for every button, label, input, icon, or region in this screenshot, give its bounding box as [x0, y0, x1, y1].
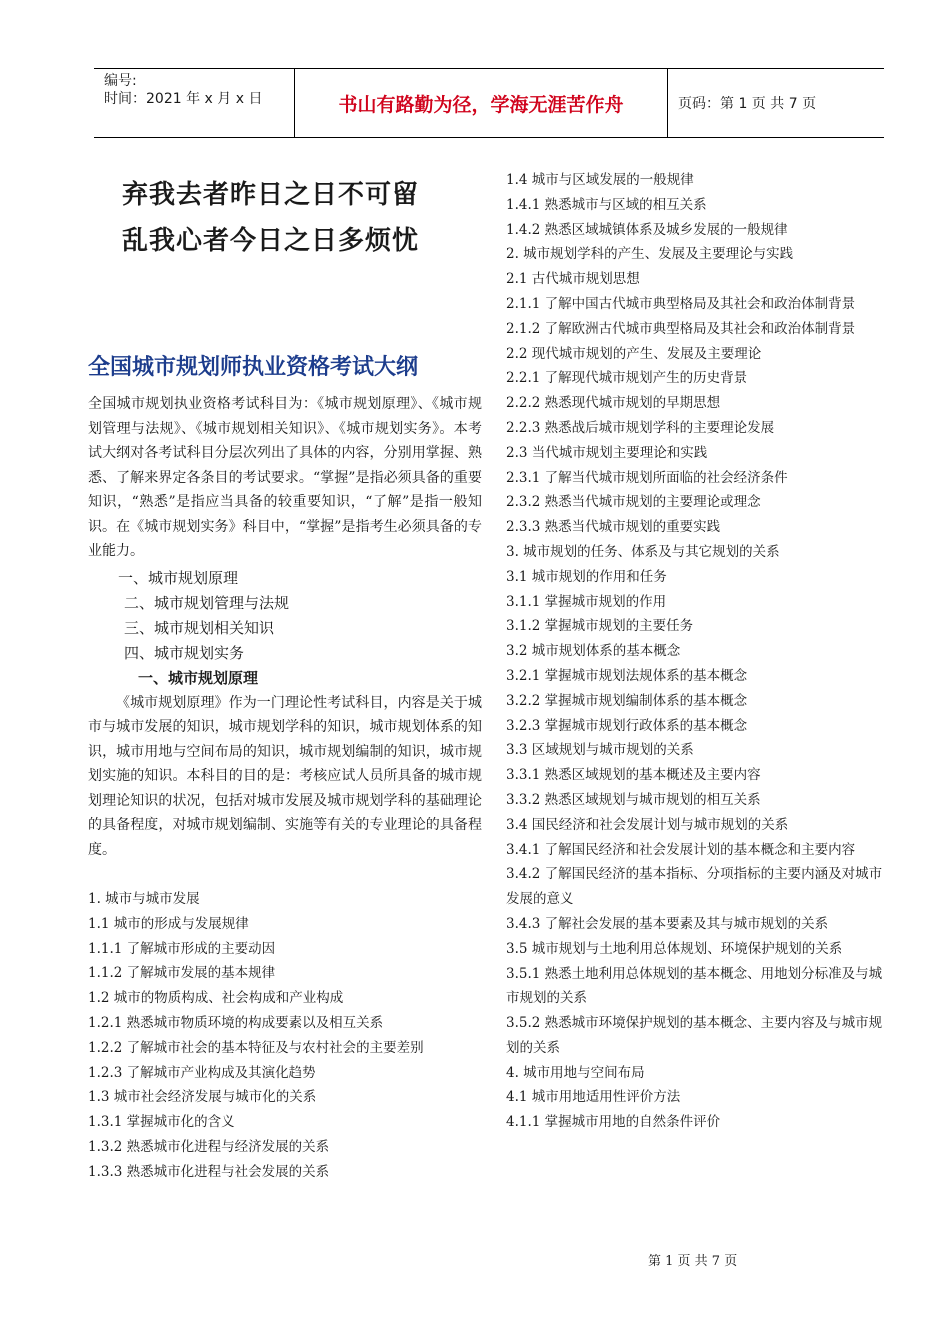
intro-paragraph: 全国城市规划执业资格考试科目为：《城市规划原理》、《城市规划管理与法规》、《城市规划相关知识》、《城市规划实务》。本考试大纲对各考试科目分层次列出了具体的内容，分别用掌握、熟悉、了解来界定各条目的考试要求。“掌握”是指必须具备的重要知识，“熟悉”是指应当具备的较重要知识，“了解”是指一般知识。在《城市规划实务》科目中，“掌握”是指考生必须具备的专业能力。	[88, 396, 482, 559]
outline-item: 1.4.2 熟悉区域城镇体系及城乡发展的一般规律	[506, 221, 788, 238]
outline-item: 1.1.2 了解城市发展的基本规律	[88, 965, 276, 982]
outline-item: 2.1.2 了解欧洲古代城市典型格局及其社会和政治体制背景	[506, 320, 856, 337]
subject-item: 三、城市规划相关知识	[124, 618, 275, 637]
outline-item: 1.3.3 熟悉城市化进程与社会发展的关系	[88, 1163, 330, 1180]
outline-item: 3.4.3 了解社会发展的基本要素及其与城市规划的关系	[506, 915, 829, 932]
outline-item: 1.2.1 熟悉城市物质环境的构成要素以及相互关系	[88, 1014, 384, 1031]
outline-item: 3. 城市规划的任务、体系及与其它规划的关系	[506, 543, 780, 560]
outline-item: 3.3.1 熟悉区域规划的基本概述及主要内容	[506, 767, 761, 784]
outline-item: 4.1.1 掌握城市用地的自然条件评价	[506, 1114, 721, 1131]
outline-item: 1.1 城市的形成与发展规律	[88, 915, 249, 932]
outline-item: 3.3 区域规划与城市规划的关系	[506, 742, 694, 759]
header-table	[94, 68, 884, 138]
outline-item: 3.5 城市规划与土地利用总体规划、环境保护规划的关系	[506, 940, 843, 957]
document-title: 全国城市规划师执业资格考试大纲	[88, 355, 419, 380]
outline-item: 1.2.2 了解城市社会的基本特征及与农村社会的主要差别	[88, 1039, 424, 1056]
outline-item: 1.1.1 了解城市形成的主要动因	[88, 940, 276, 957]
outline-item: 3.4.1 了解国民经济和社会发展计划的基本概念和主要内容	[506, 841, 856, 858]
left-column	[88, 392, 482, 1185]
outline-item: 3.1.1 掌握城市规划的作用	[506, 593, 667, 610]
outline-item: 2.1 古代城市规划思想	[506, 271, 640, 288]
outline-item: 1.3.2 熟悉城市化进程与经济发展的关系	[88, 1138, 330, 1155]
outline-item: 3.2.2 掌握城市规划编制体系的基本概念	[506, 692, 748, 709]
outline-item: 1.3 城市社会经济发展与城市化的关系	[88, 1089, 317, 1106]
spacer	[88, 862, 482, 887]
section-heading: 一、城市规划原理	[138, 668, 259, 687]
outline-item: 3.5.2 熟悉城市环境保护规划的基本概念、主要内容及与城市规划的关系	[506, 1015, 883, 1056]
outline-item: 3.3.2 熟悉区域规划与城市规划的相互关系	[506, 791, 761, 808]
outline-item: 3.2.1 掌握城市规划法规体系的基本概念	[506, 667, 748, 684]
outline-item: 1.3.1 掌握城市化的含义	[88, 1114, 235, 1131]
subject-item: 一、城市规划原理	[118, 568, 239, 587]
subject-item: 四、城市规划实务	[124, 643, 245, 662]
outline-right	[506, 168, 890, 1135]
outline-item: 2.2.3 熟悉战后城市规划学科的主要理论发展	[506, 419, 775, 436]
outline-item: 2.3.2 熟悉当代城市规划的主要理论或理念	[506, 494, 761, 511]
outline-item: 4. 城市用地与空间布局	[506, 1064, 645, 1081]
subject-list	[88, 566, 482, 666]
outline-item: 3.4.2 了解国民经济的基本指标、分项指标的主要内涵及对城市发展的意义	[506, 866, 883, 908]
outline-item: 4.1 城市用地适用性评价方法	[506, 1089, 681, 1106]
outline-item: 2.1.1 了解中国古代城市典型格局及其社会和政治体制背景	[506, 295, 856, 312]
outline-item: 3.1.2 掌握城市规划的主要任务	[506, 618, 694, 635]
outline-item: 1.2 城市的物质构成、社会构成和产业构成	[88, 990, 344, 1007]
poem-line-2: 乱我心者今日之日多烦忧	[122, 226, 420, 256]
outline-item: 2.3.3 熟悉当代城市规划的重要实践	[506, 519, 721, 536]
poem	[122, 172, 419, 264]
poem-line-1: 弃我去者昨日之日不可留	[122, 180, 420, 210]
outline-item: 2.2 现代城市规划的产生、发展及主要理论	[506, 345, 762, 362]
outline-item: 2.2.1 了解现代城市规划产生的历史背景	[506, 370, 748, 387]
outline-item: 3.5.1 熟悉土地利用总体规划的基本概念、用地划分标准及与城市规划的关系	[506, 965, 883, 1007]
outline-item: 1.2.3 了解城市产业构成及其演化趋势	[88, 1064, 316, 1081]
outline-item: 1.4.1 熟悉城市与区域的相互关系	[506, 196, 707, 213]
right-column	[506, 168, 890, 1135]
outline-item: 1. 城市与城市发展	[88, 891, 200, 907]
outline-left	[88, 887, 482, 1185]
outline-item: 3.2.3 掌握城市规划行政体系的基本概念	[506, 717, 748, 734]
header-meta	[94, 69, 295, 137]
time-label: 时间：2021 年 x 月 x 日	[104, 91, 263, 107]
page-footer: 第 1 页 共 7 页	[648, 1254, 738, 1269]
section-intro: 《城市规划原理》作为一门理论性考试科目，内容是关于城市与城市发展的知识，城市规划学科的知识，城市规划体系的知识，城市用地与空间布局的知识，城市规划编制的知识，城市规划实施的知识。本科目的目的是：考核应试人员所具备的城市规划理论知识的状况，包括对城市发展及城市规划学科的基础理论的具备程度，对城市规划编制、实施等有关的专业理论的具备程度。	[88, 694, 482, 858]
outline-item: 2.3 当代城市规划主要理论和实践	[506, 444, 708, 461]
subject-item: 二、城市规划管理与法规	[124, 593, 290, 612]
outline-item: 3.1 城市规划的作用和任务	[506, 568, 667, 585]
header-motto: 书山有路勤为径，学海无涯苦作舟	[295, 69, 668, 137]
outline-item: 2.2.2 熟悉现代城市规划的早期思想	[506, 395, 721, 412]
outline-item: 3.2 城市规划体系的基本概念	[506, 643, 681, 660]
outline-item: 1.4 城市与区域发展的一般规律	[506, 172, 694, 188]
number-label: 编号:	[104, 73, 137, 89]
outline-item: 3.4 国民经济和社会发展计划与城市规划的关系	[506, 816, 789, 833]
outline-item: 2. 城市规划学科的产生、发展及主要理论与实践	[506, 246, 794, 263]
header-page-info: 页码：第 1 页 共 7 页	[678, 96, 817, 112]
outline-item: 2.3.1 了解当代城市规划所面临的社会经济条件	[506, 469, 788, 486]
